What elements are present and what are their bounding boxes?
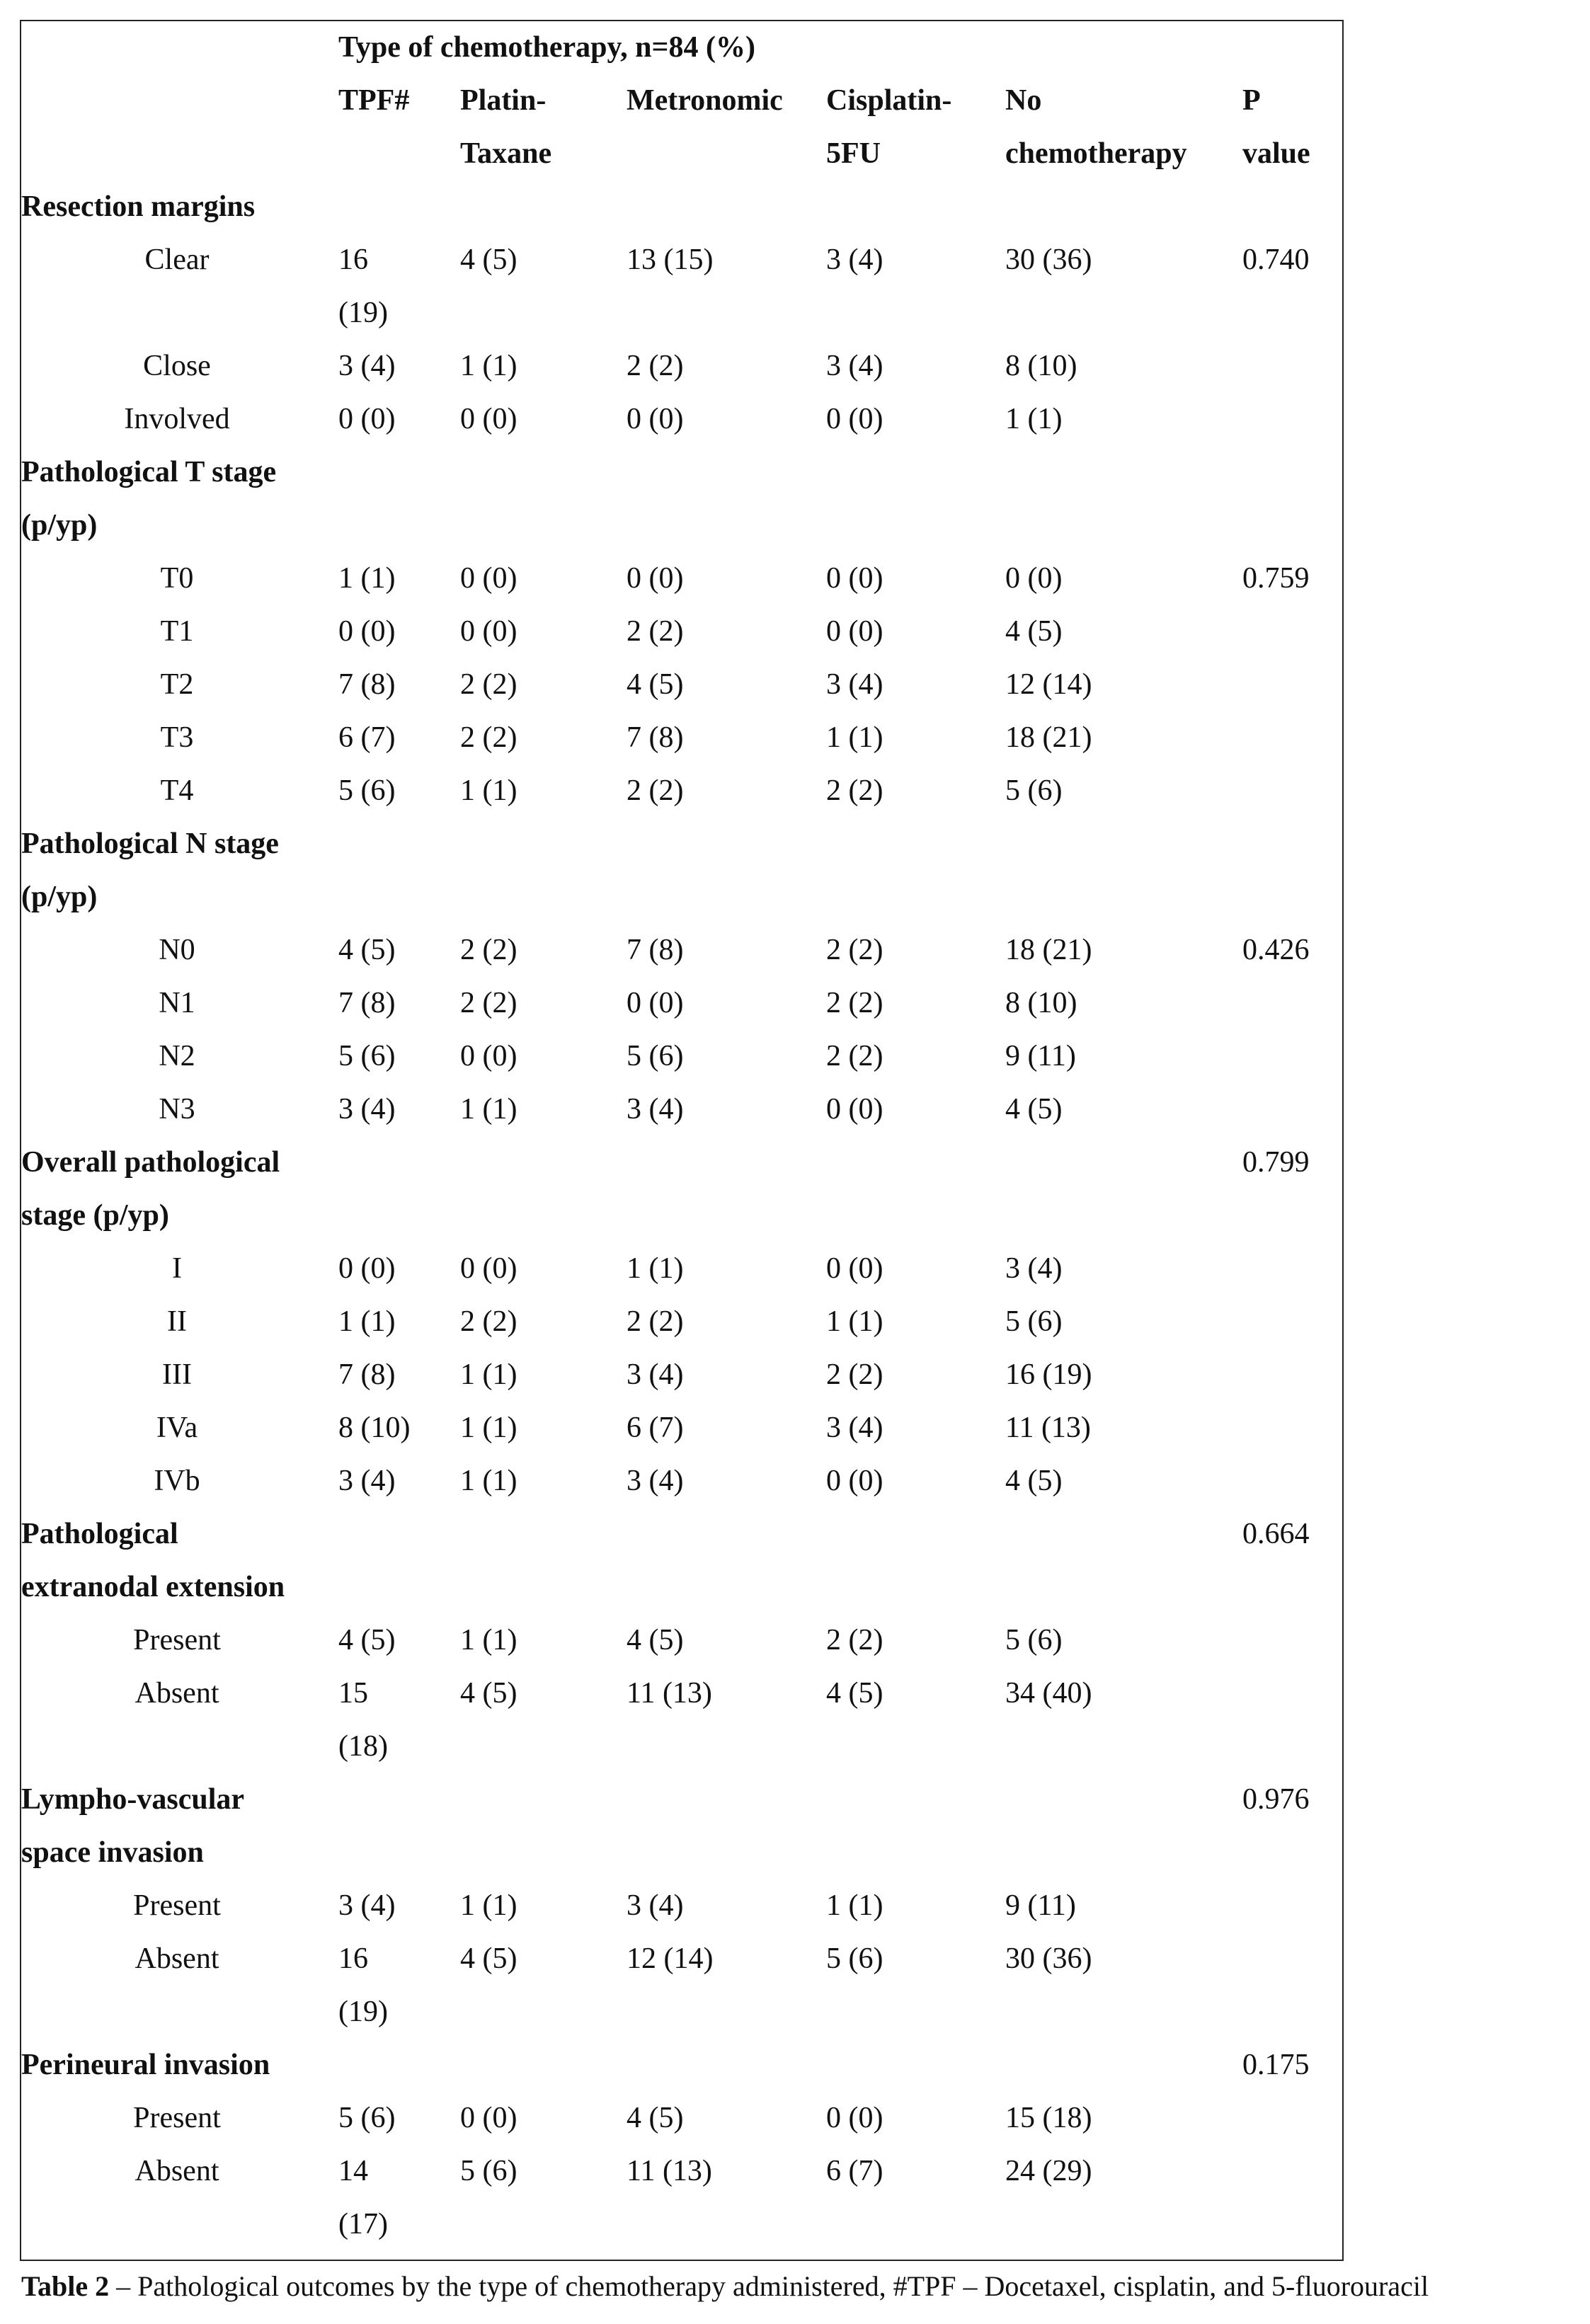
table-cell-metronomic: 0 (0) [627,403,684,435]
table-row [21,393,1342,446]
section-header-row [21,2039,1342,2092]
column-header-p-value: P value [1242,84,1310,170]
table-cell-no-chemotherapy: 5 (6) [1005,1624,1063,1656]
p-value-cell: 0.976 [1242,1783,1310,1816]
p-value-cell [1242,1349,1342,1402]
p-value-cell [1242,181,1342,234]
column-header-platin-taxane: Platin- Taxane [460,84,552,170]
table-row [21,1349,1342,1402]
table-cell-no-chemotherapy: 30 (36) [1005,244,1092,276]
table-cell-platin-taxane: 1 (1) [460,1358,517,1391]
table-row [21,340,1342,393]
p-value-cell [1242,446,1342,552]
table-cell-metronomic: 4 (5) [627,668,684,701]
table-cell-tpf: 0 (0) [338,1252,396,1285]
table-cell-tpf: 0 (0) [338,615,396,648]
table-cell-tpf: 16 (19) [338,1942,388,2028]
table-row [21,1242,1342,1295]
section-header-row [21,1508,1342,1614]
table-cell-metronomic: 2 (2) [627,774,684,807]
table-cell-platin-taxane: 1 (1) [460,350,517,382]
table-cell-no-chemotherapy: 9 (11) [1005,1889,1076,1922]
table-cell-cisplatin-5fu: 0 (0) [826,403,883,435]
row-label: N0 [159,934,195,966]
row-label: T1 [160,615,194,648]
section-label: Pathological extranodal extension [21,1518,285,1603]
table-cell-tpf: 7 (8) [338,987,396,1019]
table-cell-metronomic: 12 (14) [627,1942,714,1975]
table-cell-metronomic: 7 (8) [627,721,684,754]
table-cell-no-chemotherapy: 24 (29) [1005,2155,1092,2187]
table-cell-cisplatin-5fu: 0 (0) [826,1465,883,1497]
table-cell-tpf: 3 (4) [338,1889,396,1922]
table-cell-no-chemotherapy: 1 (1) [1005,403,1063,435]
p-value-cell [1242,2145,1342,2251]
table-cell-tpf: 4 (5) [338,934,396,966]
table-super-header-row [21,21,1342,74]
table-cell-platin-taxane: 4 (5) [460,244,517,276]
row-label: Absent [135,1677,219,1710]
row-label: Absent [135,2155,219,2187]
section-spacer [338,1508,1242,1614]
table-cell-tpf: 5 (6) [338,2102,396,2134]
table-cell-tpf: 5 (6) [338,774,396,807]
section-spacer [338,1136,1242,1242]
p-value-cell [1242,658,1342,711]
table-cell-platin-taxane: 1 (1) [460,1093,517,1126]
row-label: IVa [156,1412,198,1444]
table-row [21,1933,1342,2039]
p-value-cell: 0.664 [1242,1518,1310,1550]
table-cell-cisplatin-5fu: 3 (4) [826,350,883,382]
table-cell-platin-taxane: 0 (0) [460,1252,517,1285]
table-cell-metronomic: 4 (5) [627,2102,684,2134]
table-cell-platin-taxane: 1 (1) [460,1465,517,1497]
section-label: Lympho-vascular space invasion [21,1783,245,1869]
section-spacer [338,1773,1242,1879]
table-row [21,765,1342,818]
section-spacer [338,181,1242,234]
section-spacer [338,446,1242,552]
row-label: Present [133,1889,221,1922]
p-value-cell [1242,340,1342,393]
section-header-row [21,1136,1342,1242]
table-cell-platin-taxane: 1 (1) [460,1889,517,1922]
p-value-cell [1242,1933,1342,2039]
table-caption-label: Table 2 [21,2270,110,2302]
row-label: Present [133,2102,221,2134]
p-value-cell [1242,393,1342,446]
p-value-cell [1242,1295,1342,1349]
table-row [21,1083,1342,1136]
table-row [21,1879,1342,1933]
table-cell-no-chemotherapy: 18 (21) [1005,934,1092,966]
table-cell-tpf: 1 (1) [338,1305,396,1338]
table-cell-metronomic: 7 (8) [627,934,684,966]
table-cell-platin-taxane: 5 (6) [460,2155,517,2187]
table-row [21,1295,1342,1349]
p-value-cell [1242,1083,1342,1136]
p-value-cell [1242,1242,1342,1295]
table-cell-cisplatin-5fu: 2 (2) [826,987,883,1019]
table-cell-platin-taxane: 2 (2) [460,668,517,701]
table-row [21,552,1342,605]
table-cell-no-chemotherapy: 30 (36) [1005,1942,1092,1975]
table-cell-cisplatin-5fu: 3 (4) [826,1412,883,1444]
table-row [21,605,1342,658]
p-value-cell [1242,1030,1342,1083]
table-cell-cisplatin-5fu: 2 (2) [826,1358,883,1391]
row-label: Absent [135,1942,219,1975]
p-value-cell [1242,1455,1342,1508]
row-label: I [172,1252,182,1285]
header-chemotherapy-type: Type of chemotherapy, n=84 (%) [338,31,755,64]
table-cell-tpf: 3 (4) [338,1093,396,1126]
table-cell-no-chemotherapy: 11 (13) [1005,1412,1091,1444]
section-header-row [21,446,1342,552]
table-cell-platin-taxane: 0 (0) [460,1040,517,1072]
row-label: Clear [144,244,210,276]
table-cell-no-chemotherapy: 0 (0) [1005,562,1063,595]
table-cell-tpf: 15 (18) [338,1677,388,1763]
p-value-cell: 0.426 [1242,934,1310,966]
table-cell-no-chemotherapy: 4 (5) [1005,615,1063,648]
section-header-row [21,181,1342,234]
table-cell-cisplatin-5fu: 3 (4) [826,244,883,276]
section-label: Pathological N stage (p/yp) [21,828,279,913]
table-cell-platin-taxane: 0 (0) [460,403,517,435]
p-value-cell: 0.759 [1242,562,1310,595]
table-cell-no-chemotherapy: 9 (11) [1005,1040,1076,1072]
table-cell-cisplatin-5fu: 5 (6) [826,1942,883,1975]
table-cell-metronomic: 4 (5) [627,1624,684,1656]
table-cell-cisplatin-5fu: 6 (7) [826,2155,883,2187]
row-label: N2 [159,1040,195,1072]
p-value-cell [1242,1614,1342,1667]
table-cell-cisplatin-5fu: 2 (2) [826,934,883,966]
table-column-header-row [21,74,1342,181]
table-row [21,1667,1342,1773]
table-cell-tpf: 7 (8) [338,1358,396,1391]
table-cell-cisplatin-5fu: 3 (4) [826,668,883,701]
row-label: T2 [160,668,194,701]
p-value-cell [1242,818,1342,924]
p-value-cell [1242,765,1342,818]
row-label: N3 [159,1093,195,1126]
table-row [21,1614,1342,1667]
table-cell-metronomic: 6 (7) [627,1412,684,1444]
table-cell-cisplatin-5fu: 2 (2) [826,1040,883,1072]
table-cell-tpf: 3 (4) [338,1465,396,1497]
row-label: III [162,1358,192,1391]
p-value-cell [1242,605,1342,658]
table-cell-platin-taxane: 1 (1) [460,1624,517,1656]
table-cell-cisplatin-5fu: 0 (0) [826,615,883,648]
table-row [21,234,1342,340]
table-cell-tpf: 7 (8) [338,668,396,701]
table-row [21,1402,1342,1455]
table-row [21,2092,1342,2145]
p-value-cell: 0.740 [1242,244,1310,276]
table-cell-cisplatin-5fu: 1 (1) [826,1889,883,1922]
header-row-label [21,74,338,181]
table-cell-cisplatin-5fu: 0 (0) [826,562,883,595]
p-value-cell [1242,977,1342,1030]
table-cell-metronomic: 5 (6) [627,1040,684,1072]
table-row [21,1455,1342,1508]
table-cell-metronomic: 0 (0) [627,987,684,1019]
table-cell-cisplatin-5fu: 1 (1) [826,721,883,754]
section-label: Pathological T stage (p/yp) [21,456,277,542]
column-header-tpf: TPF# [338,84,410,117]
table-row [21,1030,1342,1083]
p-value-cell [1242,1402,1342,1455]
table-cell-no-chemotherapy: 12 (14) [1005,668,1092,701]
table-cell-metronomic: 0 (0) [627,562,684,595]
table-cell-platin-taxane: 0 (0) [460,2102,517,2134]
table-cell-no-chemotherapy: 5 (6) [1005,774,1063,807]
pathological-outcomes-table [21,21,1342,2251]
table-cell-platin-taxane: 4 (5) [460,1677,517,1710]
table-cell-platin-taxane: 0 (0) [460,562,517,595]
table-cell-tpf: 16 (19) [338,244,388,329]
table-cell-no-chemotherapy: 3 (4) [1005,1252,1063,1285]
p-value-cell: 0.175 [1242,2049,1310,2081]
table-cell-platin-taxane: 4 (5) [460,1942,517,1975]
table-cell-metronomic: 13 (15) [627,244,714,276]
row-label: IVb [154,1465,200,1497]
table-cell-metronomic: 2 (2) [627,1305,684,1338]
table-cell-platin-taxane: 2 (2) [460,1305,517,1338]
table-cell-platin-taxane: 2 (2) [460,721,517,754]
p-value-cell [1242,711,1342,765]
section-spacer [338,818,1242,924]
row-label: T0 [160,562,194,595]
section-label: Resection margins [21,190,256,223]
row-label: Involved [124,403,230,435]
table-cell-no-chemotherapy: 16 (19) [1005,1358,1092,1391]
table-row [21,977,1342,1030]
table-cell-cisplatin-5fu: 0 (0) [826,2102,883,2134]
table-cell-cisplatin-5fu: 0 (0) [826,1093,883,1126]
p-value-cell [1242,2092,1342,2145]
section-header-row [21,818,1342,924]
table-cell-metronomic: 11 (13) [627,1677,712,1710]
table-cell-metronomic: 3 (4) [627,1358,684,1391]
row-label: Present [133,1624,221,1656]
column-header-metronomic: Metronomic [627,84,783,117]
table-caption [21,2269,1429,2304]
table-cell-no-chemotherapy: 18 (21) [1005,721,1092,754]
table-cell-platin-taxane: 2 (2) [460,934,517,966]
table-cell-no-chemotherapy: 15 (18) [1005,2102,1092,2134]
table-cell-cisplatin-5fu: 2 (2) [826,774,883,807]
table-cell-cisplatin-5fu: 0 (0) [826,1252,883,1285]
table-body [21,181,1342,2251]
table-cell-cisplatin-5fu: 2 (2) [826,1624,883,1656]
table-cell-metronomic: 3 (4) [627,1889,684,1922]
header-corner [21,21,338,74]
table-cell-tpf: 5 (6) [338,1040,396,1072]
table-cell-no-chemotherapy: 34 (40) [1005,1677,1092,1710]
table-cell-tpf: 1 (1) [338,562,396,595]
table-row [21,658,1342,711]
section-header-row [21,1773,1342,1879]
table-cell-no-chemotherapy: 4 (5) [1005,1093,1063,1126]
section-label: Overall pathological stage (p/yp) [21,1146,280,1232]
table-cell-metronomic: 11 (13) [627,2155,712,2187]
results-table-container [21,21,1342,2251]
table-row [21,924,1342,977]
row-label: II [167,1305,187,1338]
table-cell-platin-taxane: 0 (0) [460,615,517,648]
table-cell-tpf: 3 (4) [338,350,396,382]
table-cell-no-chemotherapy: 4 (5) [1005,1465,1063,1497]
table-cell-cisplatin-5fu: 1 (1) [826,1305,883,1338]
column-header-cisplatin-5fu: Cisplatin- 5FU [826,84,952,170]
column-header-no-chemotherapy: No chemotherapy [1005,84,1187,170]
row-label: T3 [160,721,194,754]
table-cell-metronomic: 2 (2) [627,615,684,648]
table-cell-platin-taxane: 1 (1) [460,774,517,807]
row-label: N1 [159,987,195,1019]
section-label: Perineural invasion [21,2049,270,2081]
table-cell-no-chemotherapy: 5 (6) [1005,1305,1063,1338]
table-caption-text: – Pathological outcomes by the type of chemotherapy administered, #TPF – Docetaxel, cisplatin, and 5-fluorouracil [109,2270,1429,2302]
table-row [21,2145,1342,2251]
table-cell-metronomic: 3 (4) [627,1465,684,1497]
p-value-cell [1242,1667,1342,1773]
table-cell-cisplatin-5fu: 4 (5) [826,1677,883,1710]
table-cell-metronomic: 2 (2) [627,350,684,382]
table-cell-tpf: 14 (17) [338,2155,388,2240]
table-cell-platin-taxane: 2 (2) [460,987,517,1019]
row-label: Close [143,350,211,382]
table-cell-platin-taxane: 1 (1) [460,1412,517,1444]
section-spacer [338,2039,1242,2092]
table-cell-no-chemotherapy: 8 (10) [1005,350,1077,382]
row-label: T4 [160,774,194,807]
table-cell-metronomic: 3 (4) [627,1093,684,1126]
p-value-cell [1242,1879,1342,1933]
table-cell-tpf: 4 (5) [338,1624,396,1656]
table-cell-tpf: 8 (10) [338,1412,411,1444]
table-cell-no-chemotherapy: 8 (10) [1005,987,1077,1019]
table-cell-tpf: 6 (7) [338,721,396,754]
p-value-cell: 0.799 [1242,1146,1310,1179]
table-row [21,711,1342,765]
table-cell-metronomic: 1 (1) [627,1252,684,1285]
table-cell-tpf: 0 (0) [338,403,396,435]
